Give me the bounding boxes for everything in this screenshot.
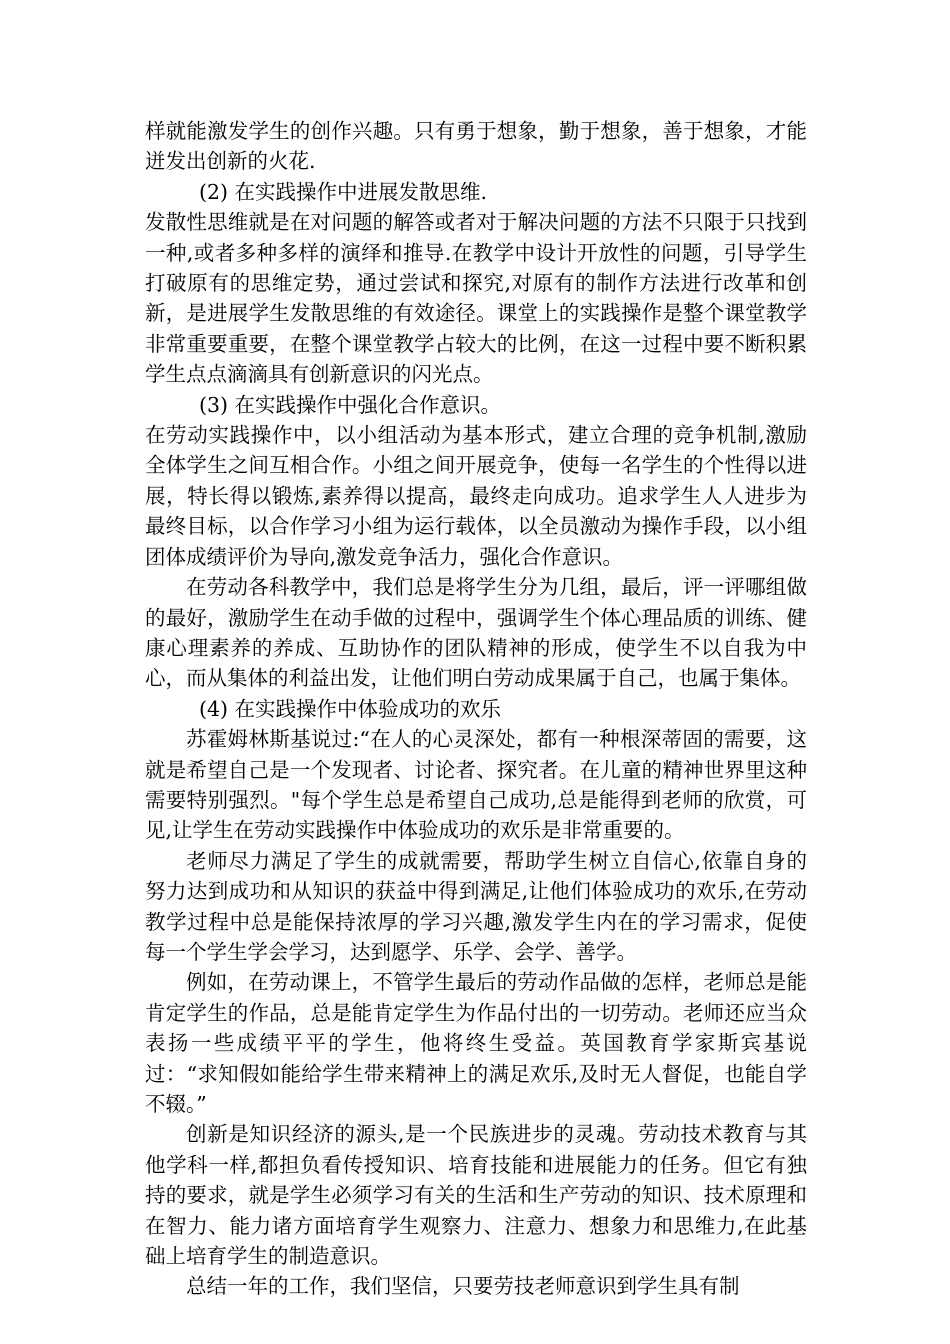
document-page	[145, 116, 807, 1302]
section-heading: (2) 在实践操作中进展发散思维.	[199, 179, 488, 204]
section-heading: (4) 在实践操作中体验成功的欢乐	[199, 696, 502, 721]
paragraph: 样就能激发学生的创作兴趣。只有勇于想象，勤于想象，善于想象，才能迸发出创新的火花.	[145, 119, 807, 174]
section-heading: (3) 在实践操作中强化合作意识。	[199, 392, 502, 417]
paragraph: 例如，在劳动课上，不管学生最后的劳动作品做的怎样，老师总是能肯定学生的作品，总是能肯定学生为作品付出的一切劳动。老师还应当众表扬一些成绩平平的学生，他将终生受益。英国教育学家斯宾基说过：“求知假如能给学生带来精神上的满足欢乐,及时无人督促，也能自学不辍。”	[145, 970, 807, 1116]
paragraph: 在劳动实践操作中，以小组活动为基本形式，建立合理的竞争机制,激励全体学生之间互相合作。小组之间开展竞争，使每一名学生的个性得以进展，特长得以锻炼,素养得以提高，最终走向成功。追求学生人人进步为最终目标，以合作学习小组为运行载体，以全员激动为操作手段，以小组团体成绩评价为导向,激发竞争活力，强化合作意识。	[145, 423, 807, 569]
paragraph: 老师尽力满足了学生的成就需要，帮助学生树立自信心,依靠自身的努力达到成功和从知识的获益中得到满足,让他们体验成功的欢乐,在劳动教学过程中总是能保持浓厚的学习兴趣,激发学生内在的学习需求，促使每一个学生学会学习，达到愿学、乐学、会学、善学。	[145, 848, 807, 964]
paragraph: 在劳动各科教学中，我们总是将学生分为几组，最后，评一评哪组做的最好，激励学生在动手做的过程中，强调学生个体心理品质的训练、健康心理素养的养成、互助协作的团队精神的形成，使学生不以自我为中心，而从集体的利益出发，让他们明白劳动成果属于自己，也属于集体。	[145, 575, 807, 691]
paragraph: 苏霍姆林斯基说过:“在人的心灵深处，都有一种根深蒂固的需要，这就是希望自己是一个发现者、讨论者、探究者。在儿童的精神世界里这种需要特别强烈。"每个学生总是希望自己成功,总是能得到老师的欣赏，可见,让学生在劳动实践操作中体验成功的欢乐是非常重要的。	[145, 727, 807, 843]
paragraph: 发散性思维就是在对问题的解答或者对于解决问题的方法不只限于只找到一种,或者多种多样的演绎和推导.在教学中设计开放性的问题，引导学生打破原有的思维定势，通过尝试和探究,对原有的制作方法进行改革和创新，是进展学生发散思维的有效途径。课堂上的实践操作是整个课堂教学非常重要重要，在整个课堂教学占较大的比例，在这一过程中要不断积累学生点点滴滴具有创新意识的闪光点。	[145, 210, 807, 387]
paragraph: 创新是知识经济的源头,是一个民族进步的灵魂。劳动技术教育与其他学科一样,都担负看传授知识、培育技能和进展能力的任务。但它有独持的要求，就是学生必须学习有关的生活和生产劳动的知识、技术原理和在智力、能力诸方面培育学生观察力、注意力、想象力和思维力,在此基础上培育学生的制造意识。	[145, 1122, 807, 1269]
paragraph: 总结一年的工作，我们坚信，只要劳技老师意识到学生具有制	[186, 1274, 740, 1299]
